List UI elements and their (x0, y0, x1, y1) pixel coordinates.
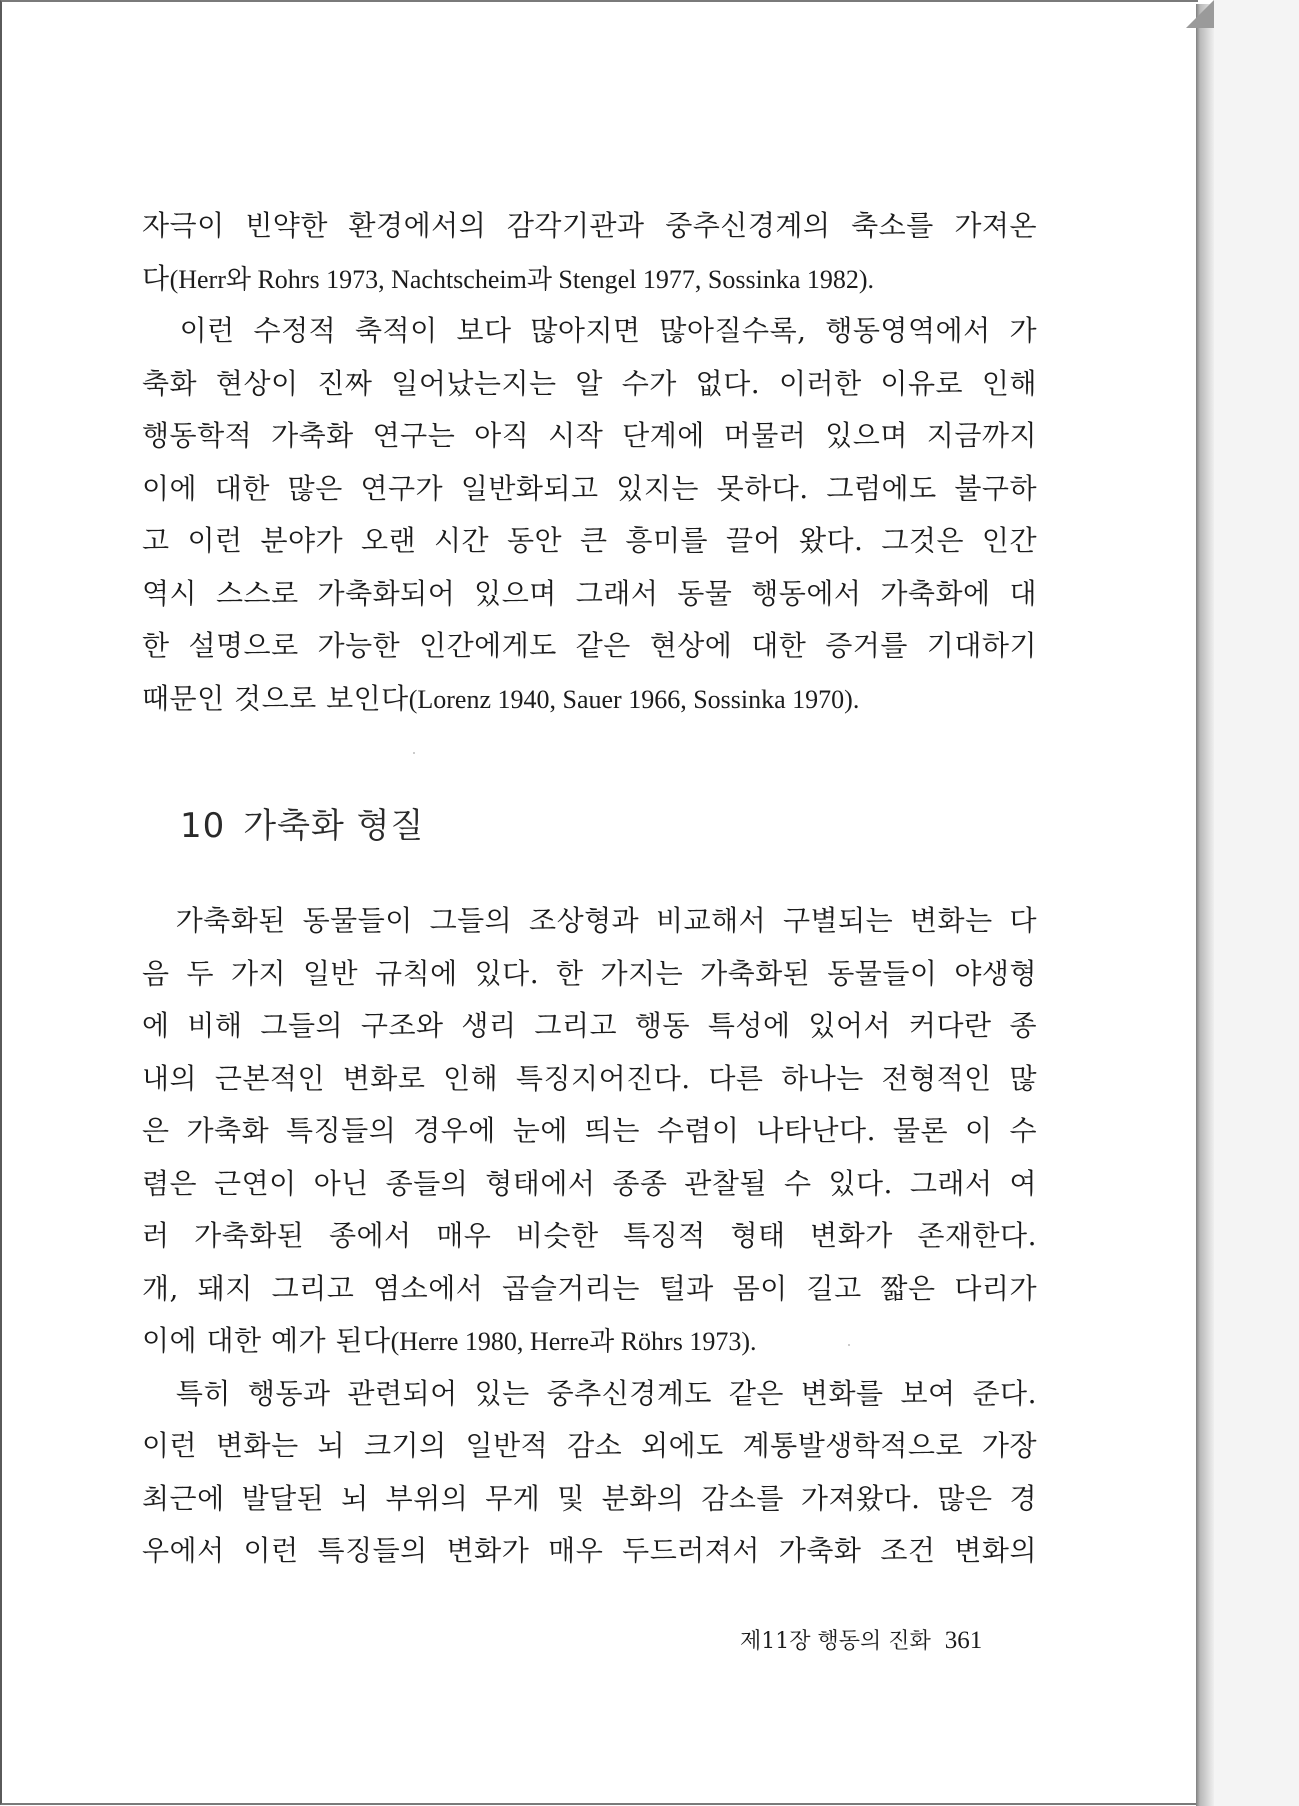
text-line: 이런 변화는 뇌 크기의 일반적 감소 외에도 계통발생학적으로 가장 (142, 1429, 1037, 1462)
text-line: 때문인 것으로 보인다(Lorenz 1940, Sauer 1966, Sossinka 1970). (142, 681, 860, 715)
page-number: 361 (944, 1627, 983, 1654)
text-line: 한 설명으로 가능한 인간에게도 같은 현상에 대한 증거를 기대하기 (142, 629, 1037, 662)
text-line: 내의 근본적인 변화로 인해 특징지어진다. 다른 하나는 전형적인 많 (142, 1061, 1037, 1095)
scan-speck (848, 1344, 850, 1346)
text-line: 역시 스스로 가축화되어 있으며 그래서 동물 행동에서 가축화에 대 (142, 576, 1037, 610)
text-line: 특히 행동과 관련되어 있는 중추신경계도 같은 변화를 보여 준다. (142, 1376, 1037, 1410)
text-line: 다(Herr와 Rohrs 1973, Nachtscheim과 Stengel 1977, Sossinka 1982). (142, 261, 875, 295)
section-heading (180, 798, 424, 847)
text-line: 이런 수정적 축적이 보다 많아지면 많아질수록, 행동영역에서 가 (142, 314, 1037, 347)
text-line: 러 가축화된 종에서 매우 비슷한 특징적 형태 변화가 존재한다. (142, 1219, 1037, 1252)
text-line: 에 비해 그들의 구조와 생리 그리고 행동 특성에 있어서 커다란 종 (142, 1009, 1037, 1042)
text-line: 음 두 가지 일반 규칙에 있다. 한 가지는 가축화된 동물들이 야생형 (142, 956, 1037, 990)
text-line: 가축화된 동물들이 그들의 조상형과 비교해서 구별되는 변화는 다 (142, 904, 1037, 937)
section-number: 10 (180, 806, 226, 846)
text-line: 은 가축화 특징들의 경우에 눈에 띄는 수렴이 나타난다. 물론 이 수 (142, 1114, 1037, 1147)
running-footer-chapter: 제11장 행동의 진화 (740, 1629, 931, 1654)
text-line: 이에 대한 예가 된다(Herre 1980, Herre과 Röhrs 1973). (142, 1324, 757, 1357)
background-margin (1214, 0, 1299, 1806)
page-corner-fold (1186, 0, 1214, 28)
citation: (Lorenz 1940, Sauer 1966, Sossinka 1970). (408, 684, 860, 714)
citation: (Herr와 Rohrs 1973, Nachtscheim과 Stengel 1977, Sossinka 1982). (169, 264, 875, 294)
text-line: 렴은 근연이 아닌 종들의 형태에서 종종 관찰될 수 있다. 그래서 여 (142, 1166, 1037, 1200)
text-line: 최근에 발달된 뇌 부위의 무게 및 분화의 감소를 가져왔다. 많은 경 (142, 1481, 1037, 1515)
text-line: 고 이런 분야가 오랜 시간 동안 큰 흥미를 끌어 왔다. 그것은 인간 (142, 524, 1037, 557)
text-line: 자극이 빈약한 환경에서의 감각기관과 중추신경계의 축소를 가져온 (142, 209, 1037, 242)
text-line: 이에 대한 많은 연구가 일반화되고 있지는 못하다. 그럼에도 불구하 (142, 471, 1037, 505)
text-line: 행동학적 가축화 연구는 아직 시작 단계에 머물러 있으며 지금까지 (142, 419, 1037, 452)
text-line: 축화 현상이 진짜 일어났는지는 알 수가 없다. 이러한 이유로 인해 (142, 366, 1037, 400)
page-edge-shadow (1196, 4, 1214, 1806)
citation: (Herre 1980, Herre과 Röhrs 1973). (390, 1327, 757, 1356)
text-line: 개, 돼지 그리고 염소에서 곱슬거리는 털과 몸이 길고 짧은 다리가 (142, 1271, 1037, 1305)
scan-speck (413, 752, 415, 754)
section-title: 가축화 형질 (243, 806, 425, 846)
text-block-top (142, 200, 1037, 725)
text-block-bottom (142, 895, 1037, 1578)
text-line: 우에서 이런 특징들의 변화가 매우 두드러져서 가축화 조건 변화의 (142, 1534, 1037, 1567)
page-footer (740, 1624, 982, 1655)
